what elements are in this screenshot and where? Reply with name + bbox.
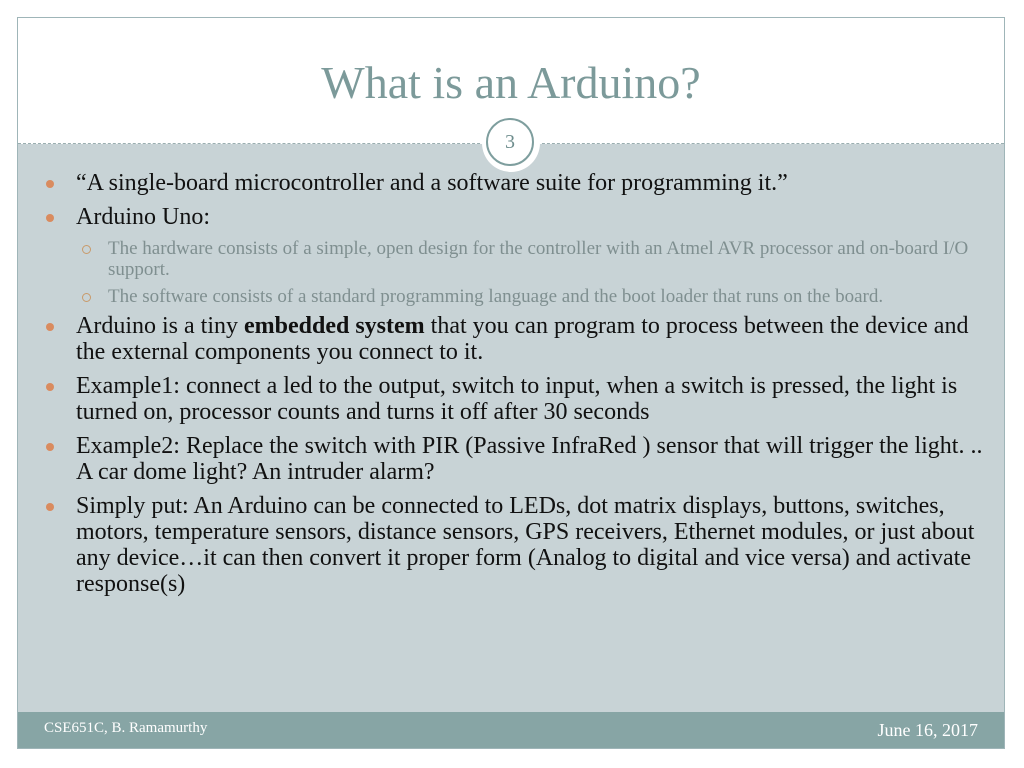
- sub-bullet-item: [43, 238, 984, 280]
- bullet-text-pre: Arduino is a tiny: [76, 313, 244, 339]
- bullet-item: [43, 373, 984, 425]
- bullet-dot-icon: [46, 180, 54, 188]
- bullet-text-post: that you can program to process between the device and the external components you connect to it.: [76, 313, 969, 365]
- slide: [17, 17, 1005, 749]
- footer-author: CSE651C, B. Ramamurthy: [44, 720, 208, 736]
- sub-bullet-text: The hardware consists of a simple, open design for the controller with an Atmel AVR processor and on-board I/O support.: [108, 238, 969, 280]
- bullet-dot-icon: [46, 214, 54, 222]
- sub-bullet-ring-icon: [82, 293, 91, 302]
- page-number-badge: 3: [486, 118, 534, 166]
- slide-title: What is an Arduino?: [321, 57, 701, 108]
- bullet-item: [43, 204, 984, 230]
- bullet-text-bold: embedded system: [244, 313, 425, 339]
- bullet-text: Example1: connect a led to the output, switch to input, when a switch is pressed, the light is turned on, processor counts and turns it off after 30 seconds: [76, 373, 958, 425]
- bullet-text: “A single-board microcontroller and a software suite for programming it.”: [76, 170, 788, 196]
- bullet-item: [43, 170, 984, 196]
- bullet-text: Example2: Replace the switch with PIR (Passive InfraRed ) sensor that will trigger the light. .. A car dome light? An intruder alarm?: [76, 433, 983, 485]
- sub-bullet-item: [43, 286, 984, 307]
- bullet-text: Simply put: An Arduino can be connected to LEDs, dot matrix displays, buttons, switches, motors, temperature sensors, distance sensors, GPS receivers, Ethernet modules, or just about any device…it can then convert it proper form (Analog to digital and vice versa) and activate response(s): [76, 493, 975, 597]
- bullet-dot-icon: [46, 443, 54, 451]
- footer-date: June 16, 2017: [877, 720, 978, 740]
- sub-bullet-ring-icon: [82, 245, 91, 254]
- bullet-dot-icon: [46, 383, 54, 391]
- footer-bar: [18, 712, 1004, 748]
- bullet-dot-icon: [46, 323, 54, 331]
- bullet-item: [43, 313, 984, 365]
- bullet-dot-icon: [46, 503, 54, 511]
- bullet-text: Arduino Uno:: [76, 204, 210, 230]
- bullet-item: [43, 493, 984, 597]
- bullet-item: [43, 433, 984, 485]
- bullet-list: [43, 170, 984, 605]
- sub-bullet-text: The software consists of a standard programming language and the boot loader that runs on the board.: [108, 286, 884, 307]
